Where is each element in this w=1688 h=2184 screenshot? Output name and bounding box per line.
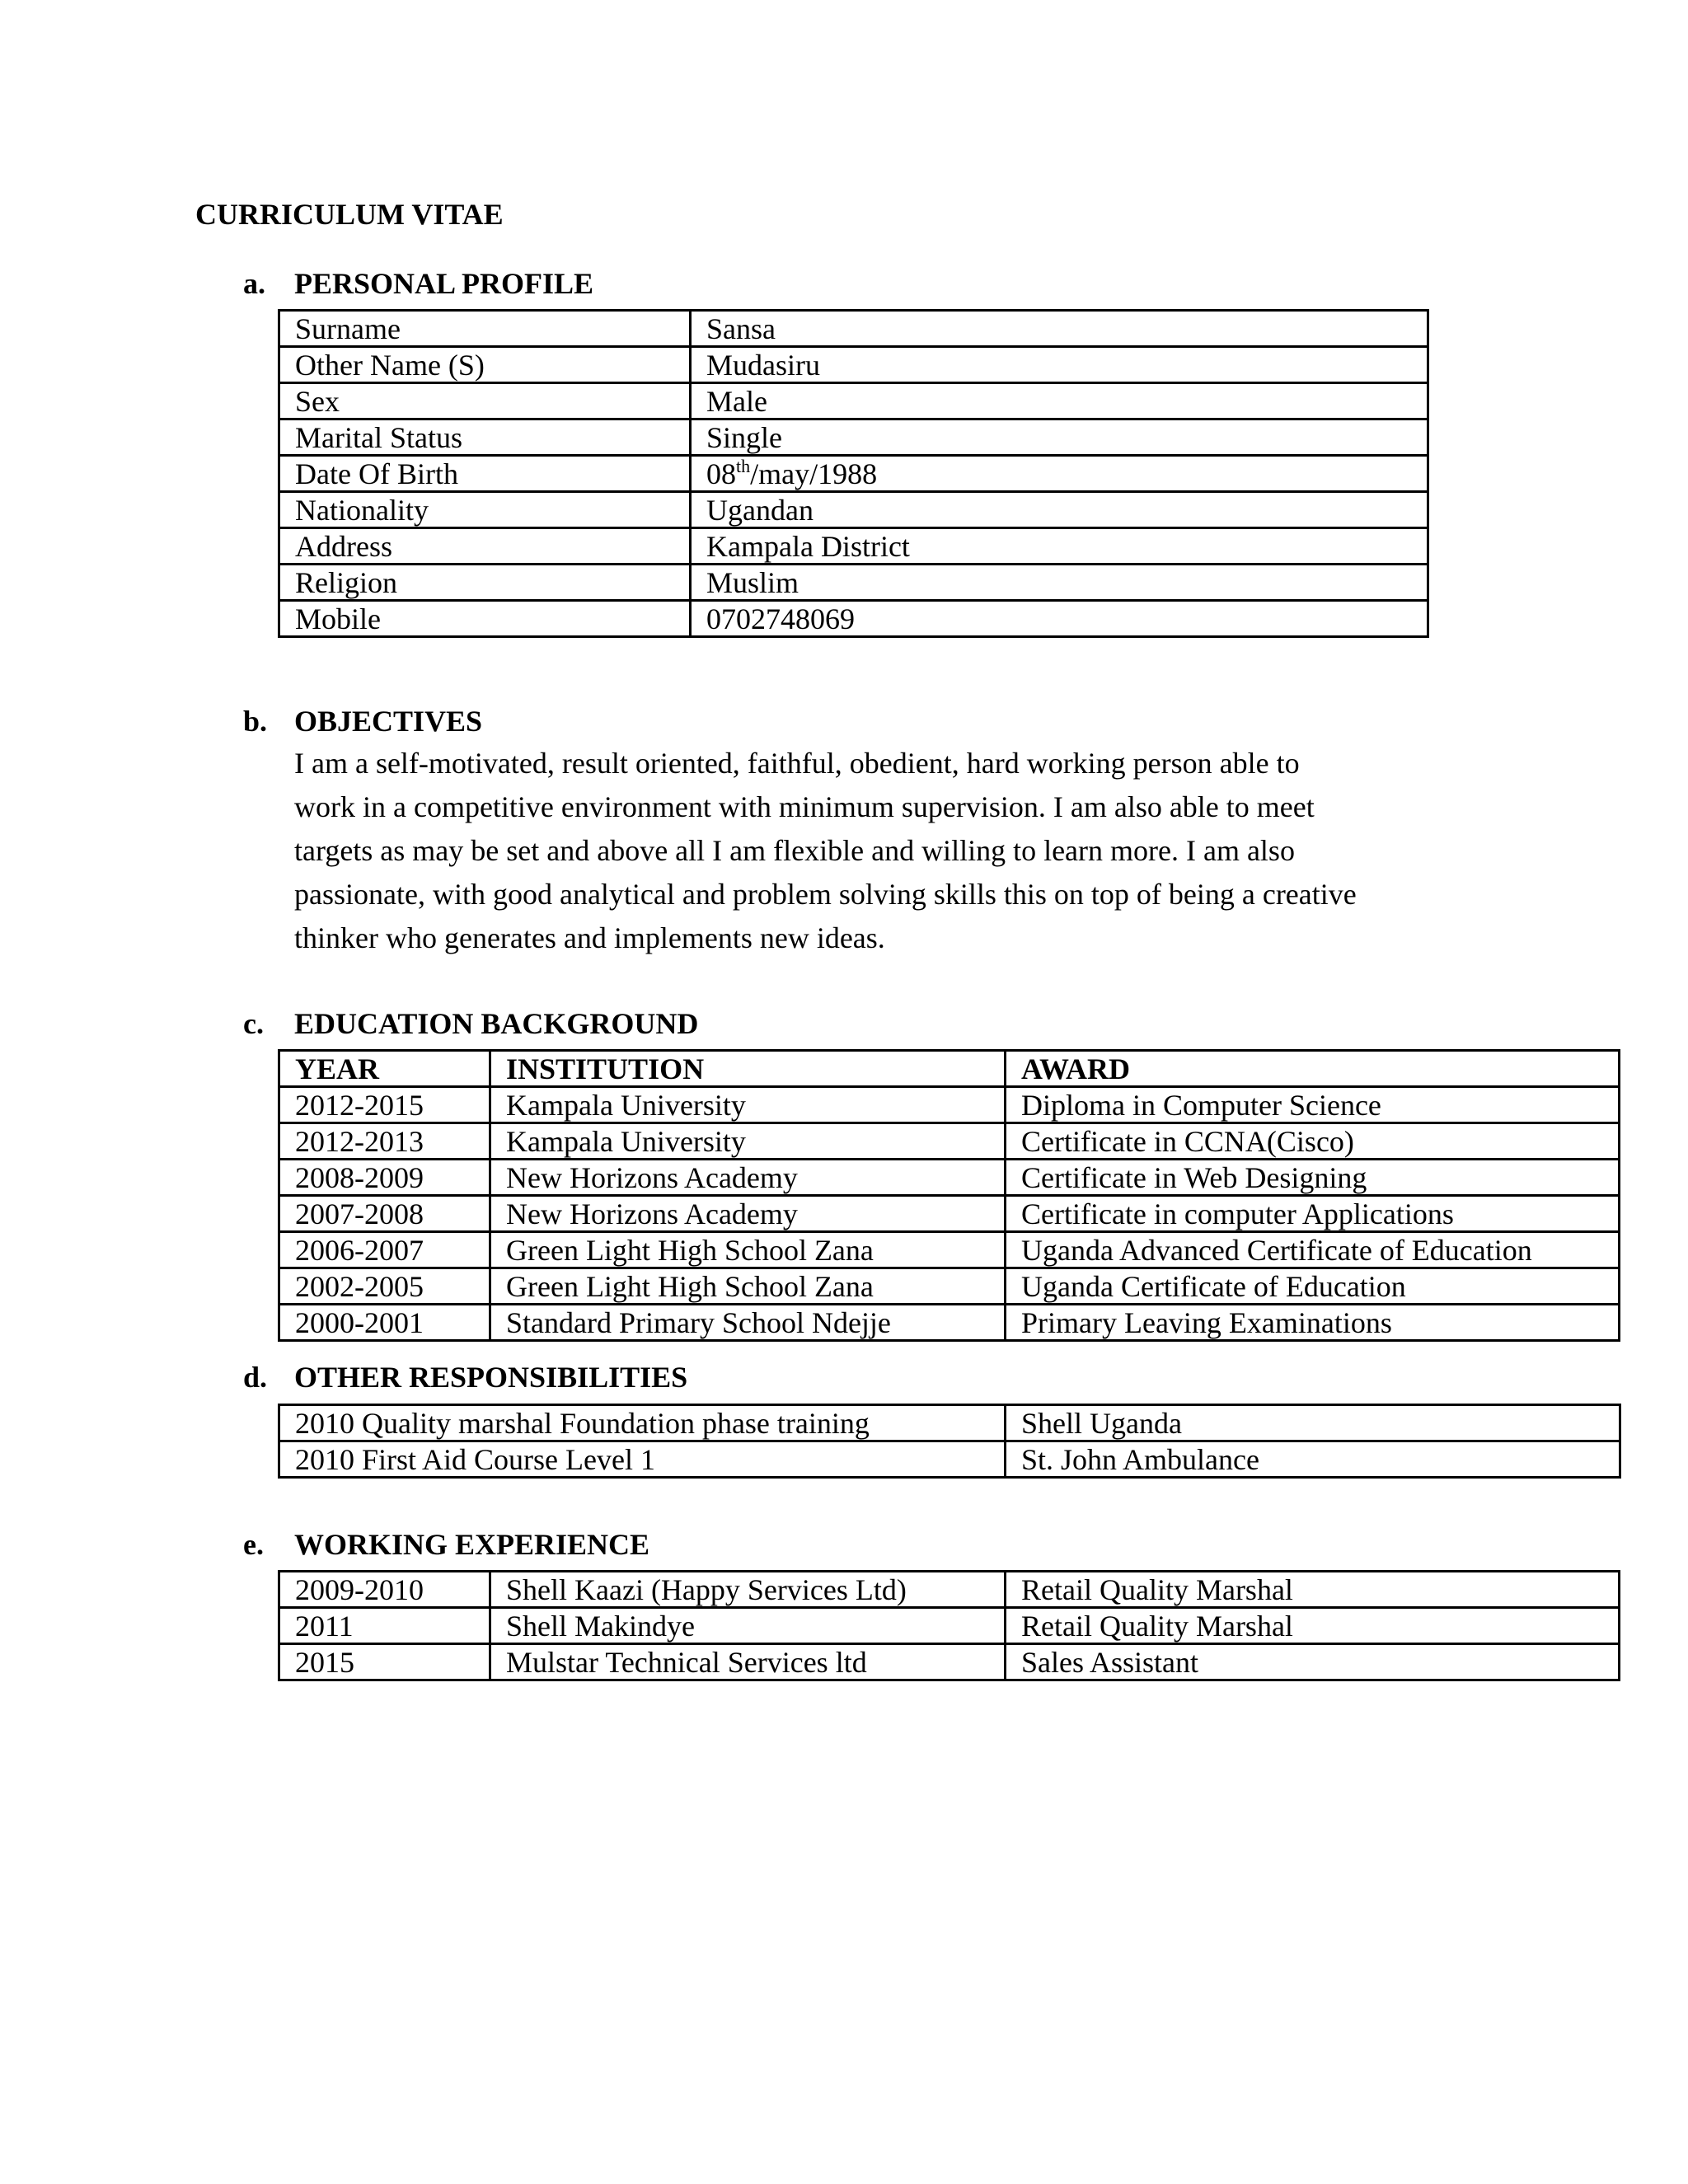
education-institution: Standard Primary School Ndejje	[490, 1305, 1006, 1341]
profile-value-date-of-birth	[691, 456, 1428, 492]
profile-value: Male	[691, 383, 1428, 419]
column-header-institution: INSTITUTION	[490, 1051, 1006, 1087]
table-row	[279, 528, 1428, 565]
profile-label: Mobile	[279, 601, 691, 637]
document-title: CURRICULUM VITAE	[195, 198, 504, 231]
section-heading-personal-profile	[243, 264, 593, 303]
column-header-award: AWARD	[1006, 1051, 1620, 1087]
experience-position: Sales Assistant	[1006, 1644, 1620, 1680]
table-row	[279, 1405, 1620, 1441]
column-header-year: YEAR	[279, 1051, 490, 1087]
section-title: OTHER RESPONSIBILITIES	[294, 1361, 688, 1394]
experience-position: Retail Quality Marshal	[1006, 1608, 1620, 1644]
education-year: 2008-2009	[279, 1160, 490, 1196]
education-institution: Green Light High School Zana	[490, 1232, 1006, 1268]
education-year: 2007-2008	[279, 1196, 490, 1232]
table-row	[279, 1087, 1620, 1123]
education-institution: Green Light High School Zana	[490, 1268, 1006, 1305]
table-row	[279, 1441, 1620, 1478]
objectives-line: thinker who generates and implements new ideas.	[294, 921, 885, 954]
profile-label: Nationality	[279, 492, 691, 528]
section-title: EDUCATION BACKGROUND	[294, 1007, 699, 1040]
dob-day: 08	[706, 457, 736, 490]
profile-value: Sansa	[691, 311, 1428, 347]
profile-value: Muslim	[691, 565, 1428, 601]
responsibility-organization: Shell Uganda	[1006, 1405, 1620, 1441]
education-institution: Kampala University	[490, 1087, 1006, 1123]
education-year: 2012-2013	[279, 1123, 490, 1160]
table-row	[279, 1305, 1620, 1341]
education-year: 2012-2015	[279, 1087, 490, 1123]
table-row	[279, 1160, 1620, 1196]
education-year: 2006-2007	[279, 1232, 490, 1268]
objectives-line: targets as may be set and above all I am flexible and willing to learn more. I am also	[294, 834, 1295, 867]
section-title: OBJECTIVES	[294, 705, 483, 738]
section-heading-other-responsibilities	[243, 1357, 687, 1397]
dob-ordinal-suffix: th	[736, 455, 751, 476]
responsibility-activity: 2010 Quality marshal Foundation phase training	[279, 1405, 1006, 1441]
working-experience-table	[278, 1570, 1620, 1681]
profile-label: Other Name (S)	[279, 347, 691, 383]
experience-year: 2015	[279, 1644, 490, 1680]
experience-employer: Mulstar Technical Services ltd	[490, 1644, 1006, 1680]
table-row	[279, 1232, 1620, 1268]
objectives-line: work in a competitive environment with minimum supervision. I am also able to meet	[294, 790, 1315, 823]
objectives-paragraph	[294, 742, 1481, 960]
dob-month-year: /may/1988	[750, 457, 878, 490]
table-row	[279, 601, 1428, 637]
profile-value: Ugandan	[691, 492, 1428, 528]
table-row	[279, 311, 1428, 347]
table-row	[279, 565, 1428, 601]
experience-employer: Shell Makindye	[490, 1608, 1006, 1644]
profile-value: 0702748069	[691, 601, 1428, 637]
education-award: Uganda Advanced Certificate of Education	[1006, 1232, 1620, 1268]
objectives-line: I am a self-motivated, result oriented, faithful, obedient, hard working person able to	[294, 747, 1300, 780]
education-award: Certificate in computer Applications	[1006, 1196, 1620, 1232]
section-letter: b.	[243, 705, 268, 738]
table-row	[279, 383, 1428, 419]
table-header-row	[279, 1051, 1620, 1087]
table-row	[279, 1608, 1620, 1644]
table-row	[279, 347, 1428, 383]
section-letter: e.	[243, 1528, 264, 1561]
education-table	[278, 1049, 1620, 1342]
experience-year: 2009-2010	[279, 1572, 490, 1608]
profile-value: Single	[691, 419, 1428, 456]
table-row	[279, 1196, 1620, 1232]
section-letter: c.	[243, 1007, 264, 1040]
profile-label: Date Of Birth	[279, 456, 691, 492]
education-institution: New Horizons Academy	[490, 1160, 1006, 1196]
profile-value: Kampala District	[691, 528, 1428, 565]
objectives-line: passionate, with good analytical and problem solving skills this on top of being a creative	[294, 878, 1357, 911]
other-responsibilities-table	[278, 1404, 1621, 1479]
section-heading-objectives	[243, 701, 482, 741]
table-row	[279, 1123, 1620, 1160]
profile-label: Sex	[279, 383, 691, 419]
section-letter: d.	[243, 1361, 268, 1394]
profile-label: Marital Status	[279, 419, 691, 456]
profile-label: Address	[279, 528, 691, 565]
experience-employer: Shell Kaazi (Happy Services Ltd)	[490, 1572, 1006, 1608]
table-row	[279, 492, 1428, 528]
section-heading-education	[243, 1004, 698, 1043]
experience-position: Retail Quality Marshal	[1006, 1572, 1620, 1608]
education-institution: Kampala University	[490, 1123, 1006, 1160]
table-row	[279, 1572, 1620, 1608]
table-row	[279, 1644, 1620, 1680]
table-row	[279, 456, 1428, 492]
section-heading-working-experience	[243, 1525, 649, 1564]
section-title: PERSONAL PROFILE	[294, 267, 594, 300]
table-row	[279, 1268, 1620, 1305]
education-award: Primary Leaving Examinations	[1006, 1305, 1620, 1341]
education-award: Diploma in Computer Science	[1006, 1087, 1620, 1123]
education-award: Certificate in Web Designing	[1006, 1160, 1620, 1196]
personal-profile-table	[278, 309, 1429, 638]
profile-value: Mudasiru	[691, 347, 1428, 383]
education-institution: New Horizons Academy	[490, 1196, 1006, 1232]
responsibility-organization: St. John Ambulance	[1006, 1441, 1620, 1478]
table-row	[279, 419, 1428, 456]
section-letter: a.	[243, 267, 265, 300]
profile-label: Religion	[279, 565, 691, 601]
experience-year: 2011	[279, 1608, 490, 1644]
responsibility-activity: 2010 First Aid Course Level 1	[279, 1441, 1006, 1478]
section-title: WORKING EXPERIENCE	[294, 1528, 650, 1561]
education-award: Certificate in CCNA(Cisco)	[1006, 1123, 1620, 1160]
education-award: Uganda Certificate of Education	[1006, 1268, 1620, 1305]
profile-label: Surname	[279, 311, 691, 347]
education-year: 2000-2001	[279, 1305, 490, 1341]
education-year: 2002-2005	[279, 1268, 490, 1305]
